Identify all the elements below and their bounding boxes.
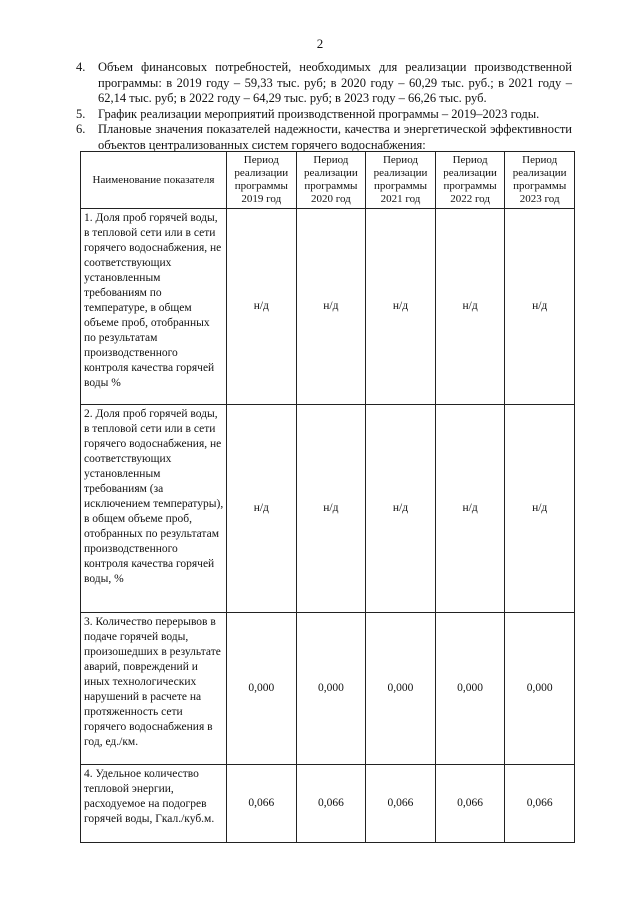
value-cell: 0,000 [435, 613, 505, 765]
table-row [81, 765, 575, 843]
value-cell: н/д [505, 209, 575, 405]
value-cell: н/д [227, 405, 297, 613]
table-row [81, 613, 575, 765]
list-item-text: Объем финансовых потребностей, необходимых для реализации производственной программы: в 2019 году – 59,33 тыс. руб; в 2020 году – 60,29 тыс. руб.; в 2021 году – 62,14 тыс. руб; в 2022 году – 64,29 тыс. руб; в 2023 году – 66,26 тыс. руб. [98, 60, 572, 105]
table-header-row [81, 152, 575, 209]
value-cell: н/д [435, 405, 505, 613]
table-row [81, 405, 575, 613]
value-cell: н/д [435, 209, 505, 405]
header-2020: Период реализации программы 2020 год [296, 152, 366, 209]
header-2022: Период реализации программы 2022 год [435, 152, 505, 209]
value-cell: н/д [366, 405, 436, 613]
value-cell: 0,066 [505, 765, 575, 843]
value-cell: 0,066 [366, 765, 436, 843]
list-item-text: Плановые значения показателей надежности, качества и энергетической эффективности объектов централизованных систем горячего водоснабжения: [98, 122, 572, 152]
header-2023: Период реализации программы 2023 год [505, 152, 575, 209]
value-cell: н/д [296, 405, 366, 613]
list-item-number: 6. [76, 122, 86, 136]
list-item-number: 4. [76, 60, 86, 74]
list-item-number: 5. [76, 106, 86, 121]
list-item-4 [76, 60, 572, 107]
value-cell: н/д [227, 209, 297, 405]
value-cell: н/д [366, 209, 436, 405]
list-item-5 [76, 107, 572, 123]
header-2021: Период реализации программы 2021 год [366, 152, 436, 209]
value-cell: 0,066 [296, 765, 366, 843]
value-cell: н/д [505, 405, 575, 613]
value-cell: 0,000 [296, 613, 366, 765]
list-item-6 [76, 122, 572, 153]
value-cell: 0,066 [435, 765, 505, 843]
value-cell: 0,000 [505, 613, 575, 765]
indicator-name: 2. Доля проб горячей воды, в тепловой сети или в сети горячего водоснабжения, не соответствующих установленным требованиям (за исключением температуры), в общем объеме проб, отобранных по результатам производственного контроля качества горячей воды, % [81, 405, 227, 613]
page-number: 2 [316, 36, 324, 51]
value-cell: 0,000 [366, 613, 436, 765]
header-indicator-name: Наименование показателя [81, 152, 227, 209]
list-item-text: График реализации мероприятий производственной программы – 2019–2023 годы. [98, 106, 540, 121]
indicator-name: 4. Удельное количество тепловой энергии, расходуемое на подогрев горячей воды, Гкал./куб.м. [81, 765, 227, 843]
value-cell: 0,000 [227, 613, 297, 765]
header-2019: Период реализации программы 2019 год [227, 152, 297, 209]
numbered-list [76, 60, 572, 153]
indicator-name: 1. Доля проб горячей воды, в тепловой сети или в сети горячего водоснабжения, не соответствующих установленным требованиям по температуре, в общем объеме проб, отобранных по результатам производственного контроля качества горячей воды % [81, 209, 227, 405]
indicators-table [80, 151, 575, 843]
table-row [81, 209, 575, 405]
value-cell: 0,066 [227, 765, 297, 843]
value-cell: н/д [296, 209, 366, 405]
indicator-name: 3. Количество перерывов в подаче горячей воды, произошедших в результате аварий, повреждений и иных технологических нарушений в расчете на протяженность сети горячего водоснабжения в год, ед./км. [81, 613, 227, 765]
